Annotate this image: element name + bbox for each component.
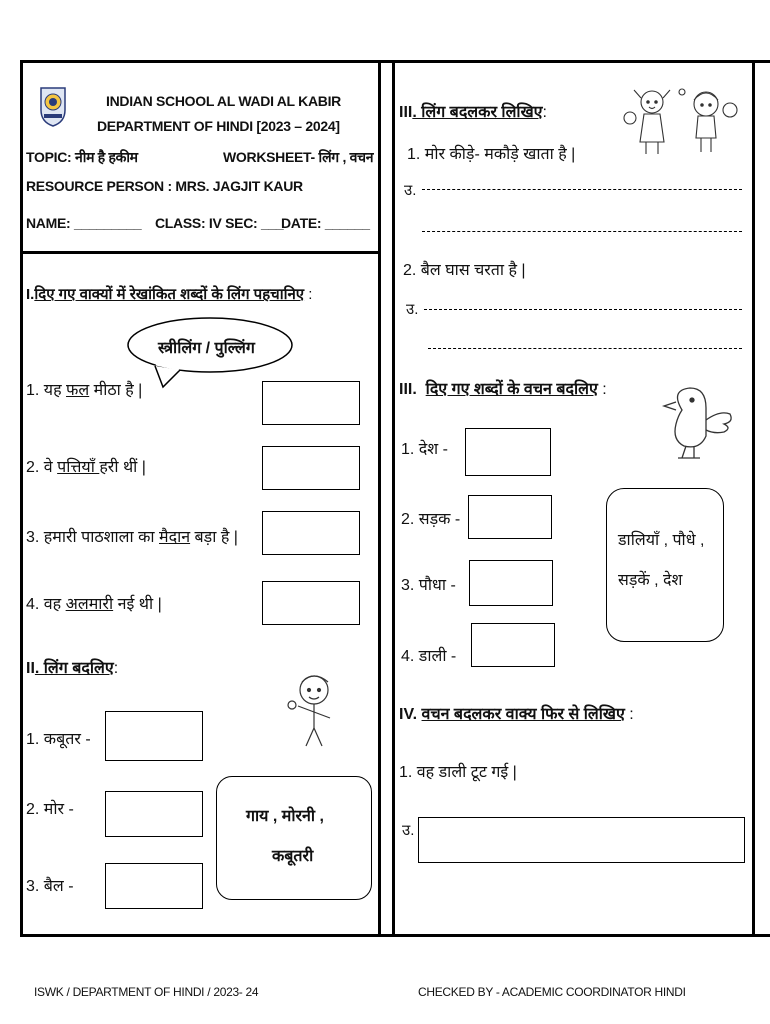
item-underlined-word: पत्तियाँ	[57, 459, 100, 476]
gender-word-box-line2: कबूतरी	[272, 848, 314, 865]
department-title: DEPARTMENT OF HINDI [2023 – 2024]	[97, 118, 340, 134]
column-divider-2	[392, 60, 395, 937]
section3-answer-label-1: उ.	[404, 182, 417, 199]
section1-item-3	[26, 525, 238, 547]
header-divider	[20, 251, 381, 254]
section3-answer-label-2: उ.	[406, 301, 419, 318]
section1-item-1	[26, 378, 142, 400]
section1-heading-num: I.	[26, 286, 35, 303]
section3-heading	[399, 100, 547, 122]
section4-item-2: 2. सड़क -	[401, 511, 461, 528]
number-answer-box-1[interactable]	[465, 428, 551, 476]
name-field: NAME: _________	[26, 215, 142, 231]
number-word-box-line1: डालियाँ , पौधे ,	[618, 532, 705, 549]
bird-cartoon-illustration	[660, 380, 740, 462]
number-answer-box-2[interactable]	[468, 495, 552, 539]
answer-box-1[interactable]	[262, 381, 360, 425]
section4-item-1: 1. देश -	[401, 441, 448, 458]
gender-word-box-line1: गाय , मोरनी ,	[246, 808, 324, 825]
number-word-box-line2: सड़कें , देश	[618, 572, 683, 589]
section5-heading-num: IV.	[399, 706, 418, 723]
number-answer-box-4[interactable]	[471, 623, 555, 667]
section4-heading-colon: :	[602, 381, 607, 398]
section5-answer-label: उ.	[402, 822, 415, 839]
item-post: नई थी |	[113, 596, 162, 613]
class-sec-field: CLASS: IV SEC: ___	[155, 215, 284, 231]
section4-heading	[399, 377, 607, 399]
frame-right-line	[752, 60, 755, 937]
section5-heading-text: वचन बदलकर वाक्य फिर से लिखिए	[421, 706, 625, 723]
boy-cartoon-illustration	[276, 668, 340, 752]
section5-heading	[399, 702, 634, 724]
answer-box-4[interactable]	[262, 581, 360, 625]
item-pre: 1. यह	[26, 382, 67, 399]
section1-heading	[26, 284, 312, 304]
frame-left-line	[20, 60, 23, 937]
section2-item-2: 2. मोर -	[26, 801, 74, 818]
section3-heading-colon: :	[542, 104, 547, 121]
section2-item-3: 3. बैल -	[26, 878, 74, 895]
sentence-answer-box[interactable]	[418, 817, 745, 863]
item-pre: 4. वह	[26, 596, 66, 613]
worksheet-label: WORKSHEET- लिंग , वचन	[223, 149, 374, 165]
section3-heading-text: . लिंग बदलकर लिखिए	[412, 104, 543, 121]
item-underlined-word: मैदान	[159, 529, 191, 546]
section2-item-1: 1. कबूतर -	[26, 731, 91, 748]
section4-item-4: 4. डाली -	[401, 648, 457, 665]
number-word-box	[606, 488, 724, 642]
frame-bottom-line	[20, 934, 770, 937]
section4-item-3: 3. पौधा -	[401, 577, 456, 594]
date-field: DATE: ______	[281, 215, 370, 231]
item-pre: 2. वे	[26, 459, 58, 476]
topic-label: TOPIC: नीम है हकीम	[26, 149, 138, 165]
item-post: मीठा है |	[89, 382, 143, 399]
section1-item-2	[26, 455, 146, 477]
section2-heading-colon: :	[113, 660, 119, 677]
children-cartoon-illustration	[622, 80, 742, 160]
section4-heading-num: III.	[399, 381, 417, 398]
item-underlined-word: फल	[66, 382, 90, 399]
answer-line-1b[interactable]	[422, 231, 742, 232]
resource-person: RESOURCE PERSON : MRS. JAGJIT KAUR	[26, 178, 303, 194]
answer-box-2[interactable]	[262, 446, 360, 490]
school-logo	[38, 84, 68, 128]
item-underlined-word: अलमारी	[65, 596, 114, 613]
item-post: हरी थीं |	[99, 459, 146, 476]
answer-box-3[interactable]	[262, 511, 360, 555]
section1-heading-text: दिए गए वाक्यों में रेखांकित शब्दों के लिंग पहचानिए	[34, 286, 305, 303]
column-divider-1	[378, 60, 381, 937]
bubble-text: स्त्रीलिंग / पुल्लिंग	[158, 340, 255, 357]
answer-line-1a[interactable]	[422, 189, 742, 190]
number-answer-box-3[interactable]	[469, 560, 553, 606]
gender-answer-box-2[interactable]	[105, 791, 203, 837]
gender-answer-box-3[interactable]	[105, 863, 203, 909]
section1-item-4	[26, 592, 162, 614]
school-name: INDIAN SCHOOL AL WADI AL KABIR	[106, 93, 341, 109]
answer-line-2b[interactable]	[428, 348, 742, 349]
section5-heading-colon: :	[629, 706, 634, 723]
section4-heading-text: दिए गए शब्दों के वचन बदलिए	[425, 381, 598, 398]
section3-item-1: 1. मोर कीड़े- मकौड़े खाता है |	[407, 146, 576, 163]
gender-word-box	[216, 776, 372, 900]
item-post: बड़ा है |	[190, 529, 238, 546]
item-pre: 3. हमारी पाठशाला का	[26, 529, 159, 546]
section2-heading-text: . लिंग बदलिए	[34, 660, 114, 677]
section1-heading-colon: :	[308, 286, 313, 303]
footer-right: CHECKED BY - ACADEMIC COORDINATOR HINDI	[418, 985, 686, 999]
gender-answer-box-1[interactable]	[105, 711, 203, 761]
section3-item-2: 2. बैल घास चरता है |	[403, 262, 526, 279]
section2-heading	[26, 656, 118, 678]
frame-top-line	[20, 60, 770, 63]
footer-left: ISWK / DEPARTMENT OF HINDI / 2023- 24	[34, 985, 259, 999]
section2-heading-num: II	[26, 660, 35, 677]
answer-line-2a[interactable]	[424, 309, 742, 310]
section5-item: 1. वह डाली टूट गई |	[399, 764, 517, 781]
section3-heading-num: III	[399, 104, 413, 121]
